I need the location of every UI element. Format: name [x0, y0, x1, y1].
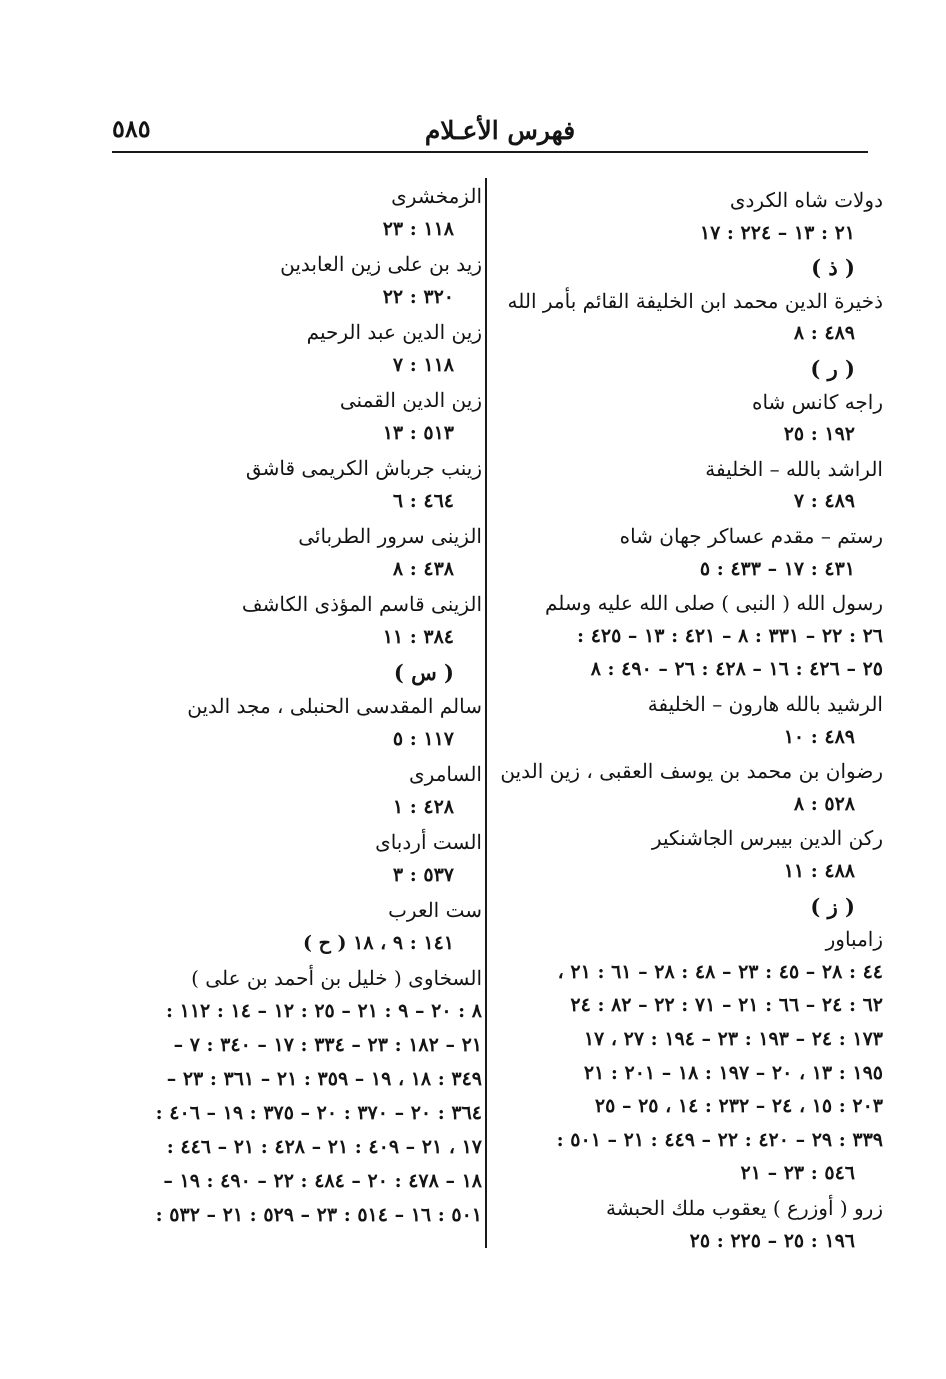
- index-entry-references: ١٩٢ : ٢٥: [783, 423, 855, 446]
- index-entry-references: ٣٦٤ : ٢٠ – ٣٧٠ : ٢٠ – ٣٧٥ : ١٩ – ٤٠٦ :: [155, 1102, 482, 1124]
- index-entry-references: ٣٢٠ : ٢٢: [382, 286, 454, 308]
- index-entry-references: ٤٣١ : ١٧ – ٤٣٣ : ٥: [699, 557, 855, 580]
- index-entry-references: ١١٨ : ٢٣: [382, 218, 454, 240]
- index-entry-references: ٤٢٨ : ١: [392, 796, 454, 818]
- index-entry-references: ٤٨٩ : ٨: [793, 322, 855, 345]
- index-entry-references: ٤٤ : ٢٨ – ٤٥ : ٢٣ – ٤٨ : ٢٨ – ٦١ : ٢١ ،: [557, 960, 883, 983]
- index-entry-references: ١٨ – ٤٧٨ : ٢٠ – ٤٨٤ : ٢٢ – ٤٩٠ : ١٩ –: [163, 1170, 482, 1192]
- index-entry-references: ٤٨٨ : ١١: [783, 860, 855, 882]
- index-entry-name: الراشد بالله – الخليفة: [705, 456, 883, 481]
- section-letter-heading: ( س ): [393, 660, 454, 685]
- index-column-right: [500, 0, 883, 1379]
- index-entry-references: ٣٤٩ : ١٨ ، ١٩ – ٣٥٩ : ٢١ – ٣٦١ : ٢٣ –: [166, 1068, 482, 1090]
- page-number: ٥٨٥: [112, 114, 151, 143]
- index-entry-references: ٤٣٨ : ٨: [392, 558, 454, 580]
- index-entry-name: ركن الدين بيبرس الجاشنكير: [651, 826, 883, 851]
- index-entry-name: الست أردباى: [375, 830, 482, 854]
- index-entry-name: الرشيد بالله هارون – الخليفة: [647, 692, 883, 716]
- index-entry-name: السامرى: [409, 762, 482, 786]
- index-entry-references: ٥١٣ : ١٣: [382, 422, 454, 444]
- column-divider: [485, 178, 487, 1248]
- index-entry-references: ٣٨٤ : ١١: [382, 626, 454, 648]
- index-entry-references: ١٩٦ : ٢٥ – ٢٢٥ : ٢٥: [689, 1229, 855, 1252]
- index-entry-references: ١١٧ : ٥: [392, 728, 454, 750]
- section-letter-heading: ( ز ): [810, 893, 855, 919]
- index-entry-name: زين الدين عبد الرحيم: [306, 320, 482, 344]
- index-column-left: [100, 0, 482, 1379]
- index-entry-name: سالم المقدسى الحنبلى ، مجد الدين: [187, 694, 482, 718]
- index-entry-references: ٥٠١ : ١٦ – ٥١٤ : ٢٣ – ٥٢٩ : ٢١ – ٥٣٢ :: [155, 1204, 482, 1226]
- index-entry-name: ذخيرة الدين محمد ابن الخليفة القائم بأمر الله: [507, 288, 883, 313]
- index-entry-name: ست العرب: [388, 898, 482, 922]
- index-entry-references: ٨ : ٢٠ – ٩ : ٢١ – ٢٥ : ١٢ – ١٤ : ١١٢ :: [165, 1000, 482, 1022]
- index-entry-name: رضوان بن محمد بن يوسف العقبى ، زين الدين: [500, 759, 883, 784]
- index-entry-references: ٣٣٩ : ٢٩ – ٤٢٠ : ٢٢ – ٤٤٩ : ٢١ – ٥٠١ :: [556, 1128, 883, 1151]
- index-entry-references: ٢٦ : ٢٢ – ٣٣١ : ٨ – ٤٢١ : ١٣ – ٤٢٥ :: [577, 624, 883, 647]
- section-letter-heading: ( ر ): [810, 356, 855, 381]
- index-entry-references: ٥٣٧ : ٣: [392, 864, 454, 886]
- index-entry-references: ٤٦٤ : ٦: [392, 490, 454, 512]
- section-letter-heading: ( ذ ): [811, 255, 855, 281]
- index-entry-references: ٤٨٩ : ٧: [793, 490, 855, 513]
- index-entry-name: رستم – مقدم عساكر جهان شاه: [619, 524, 883, 548]
- index-entry-name: دولات شاه الكردى: [729, 188, 883, 212]
- index-entry-references: ١٩٥ : ١٣ ، ٢٠ – ١٩٧ : ١٨ – ٢٠١ : ٢١: [583, 1061, 883, 1084]
- index-entry-name: الزينى سرور الطربائى: [298, 524, 482, 548]
- index-entry-name: زامباور: [825, 927, 883, 952]
- index-entry-references: ١١٨ : ٧: [392, 354, 454, 376]
- index-entry-references: ٢١ – ١٨٢ : ٢٣ – ٣٣٤ : ١٧ – ٣٤٠ : ٧ –: [173, 1034, 482, 1056]
- index-entry-name: رسول الله ( النبى ) صلى الله عليه وسلم: [544, 591, 883, 616]
- index-entry-references: ٦٢ : ٢٤ – ٦٦ : ٢١ – ٧١ : ٢٢ – ٨٢ : ٢٤: [570, 994, 883, 1017]
- page-header-title: فهرس الأعـلام: [424, 116, 576, 145]
- index-entry-references: ١٤١ : ٩ ، ١٨ ( ح ): [303, 932, 454, 954]
- index-entry-references: ١٧ ، ٢١ – ٤٠٩ : ٢١ – ٤٢٨ : ٢١ – ٤٤٦ :: [166, 1136, 482, 1158]
- index-entry-name: زينب جرباش الكريمى قاشق: [245, 456, 482, 480]
- index-entry-name: زين الدين القمنى: [339, 388, 482, 412]
- index-entry-name: زيد بن على زين العابدين: [280, 252, 482, 276]
- index-entry-references: ١٧٣ : ٢٤ – ١٩٣ : ٢٣ – ١٩٤ : ٢٧ ، ١٧: [583, 1028, 883, 1050]
- index-entry-name: الزينى قاسم المؤذى الكاشف: [241, 592, 482, 616]
- index-entry-name: السخاوى ( خليل بن أحمد بن على ): [191, 966, 482, 990]
- index-entry-references: ٢٥ – ٤٢٦ : ١٦ – ٤٢٨ : ٢٦ – ٤٩٠ : ٨: [590, 658, 883, 681]
- index-entry-name: راجه كانس شاه: [751, 389, 883, 414]
- index-entry-references: ٥٢٨ : ٨: [793, 792, 855, 815]
- index-entry-references: ٤٨٩ : ١٠: [783, 725, 855, 748]
- index-entry-references: ٥٤٦ : ٢٣ – ٢١: [740, 1162, 855, 1185]
- index-entry-name: الزمخشرى: [391, 184, 482, 208]
- index-entry-references: ٢١ : ١٣ – ٢٢٤ : ١٧: [699, 221, 855, 244]
- index-entry-name: زرو ( أوزرع ) يعقوب ملك الحبشة: [605, 1196, 883, 1220]
- index-entry-references: ٢٠٣ : ١٥ ، ٢٤ – ٢٣٢ : ١٤ ، ٢٥ – ٢٥: [594, 1095, 883, 1118]
